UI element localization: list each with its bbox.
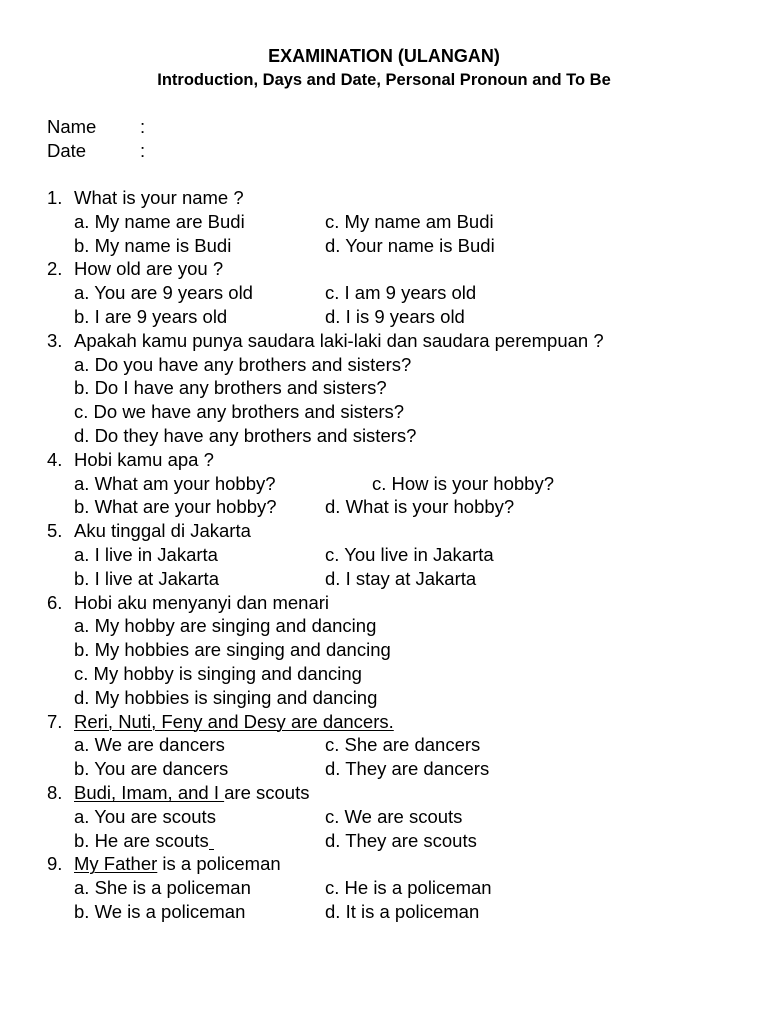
question-text-rest: is a policeman	[157, 853, 281, 875]
question-1-options-row-1	[47, 210, 727, 234]
question-6-option-d-row	[47, 686, 727, 710]
date-field-colon: :	[140, 140, 146, 161]
date-field-label: Date	[47, 140, 87, 161]
option-b: b. My hobbies are singing and dancing	[74, 639, 391, 661]
option-b-text: b. He are scouts	[74, 829, 209, 851]
question-number: 7.	[47, 710, 63, 732]
option-b	[74, 829, 214, 853]
option-b: b. You are dancers	[74, 758, 229, 780]
question-8-options-row-2	[47, 829, 727, 853]
question-7-options-row-2	[47, 757, 727, 781]
question-text: Aku tinggal di Jakarta	[74, 520, 251, 542]
option-c: c. I am 9 years old	[325, 282, 477, 304]
question-7-options-row-1	[47, 733, 727, 757]
option-d: d. My hobbies is singing and dancing	[74, 686, 378, 708]
question-text	[74, 781, 309, 805]
question-text-underlined: Budi, Imam, and I	[74, 781, 225, 803]
option-d: d. Your name is Budi	[325, 234, 495, 256]
option-a: a. My hobby are singing and dancing	[74, 615, 377, 637]
question-number: 4.	[47, 448, 63, 470]
option-c: c. My hobby is singing and dancing	[74, 662, 362, 684]
option-d: d. They are scouts	[325, 829, 477, 851]
question-9	[47, 852, 727, 876]
question-8-options-row-1	[47, 805, 727, 829]
option-b: b. We is a policeman	[74, 900, 246, 922]
question-3-option-b-row	[47, 376, 727, 400]
question-text-underlined: My Father	[74, 853, 158, 875]
option-d: d. I stay at Jakarta	[325, 567, 477, 589]
question-2	[47, 257, 727, 281]
option-b: b. I live at Jakarta	[74, 567, 219, 589]
question-text	[74, 710, 394, 734]
option-a: a. She is a policeman	[74, 877, 251, 899]
option-c: c. Do we have any brothers and sisters?	[74, 401, 405, 423]
option-a: a. You are scouts	[74, 805, 216, 827]
question-number: 2.	[47, 258, 63, 280]
option-a: a. You are 9 years old	[74, 282, 253, 304]
question-text: Hobi aku menyanyi dan menari	[74, 591, 330, 613]
underline-mark	[209, 849, 214, 850]
option-d: d. What is your hobby?	[325, 496, 515, 518]
question-7	[47, 710, 727, 734]
question-text: What is your name ?	[74, 187, 244, 208]
option-a: a. We are dancers	[74, 734, 225, 756]
question-3-option-a-row	[47, 353, 727, 377]
option-b: b. I are 9 years old	[74, 305, 228, 327]
option-d: d. I is 9 years old	[325, 305, 465, 327]
option-a: a. My name are Budi	[74, 210, 245, 232]
question-3	[47, 329, 727, 353]
question-1	[47, 186, 727, 210]
question-number: 8.	[47, 781, 63, 803]
question-2-options-row-1	[47, 281, 727, 305]
option-b: b. What are your hobby?	[74, 496, 277, 518]
option-c: c. How is your hobby?	[372, 472, 555, 494]
question-5	[47, 519, 727, 543]
question-text: Hobi kamu apa ?	[74, 448, 214, 470]
question-number: 9.	[47, 853, 63, 875]
name-field-colon: :	[140, 116, 146, 137]
option-c: c. You live in Jakarta	[325, 543, 494, 565]
question-6-option-c-row	[47, 662, 727, 686]
option-d: d. They are dancers	[325, 758, 490, 780]
question-number: 6.	[47, 591, 63, 613]
question-4-options-row-1	[47, 472, 727, 496]
question-8	[47, 781, 727, 805]
option-c: c. She are dancers	[325, 734, 481, 756]
question-text-underlined: Reri, Nuti, Feny and Desy are dancers.	[74, 710, 394, 732]
question-text-rest: are scouts	[224, 781, 310, 803]
option-b: b. Do I have any brothers and sisters?	[74, 377, 387, 399]
option-d: d. Do they have any brothers and sisters?	[74, 424, 417, 446]
date-field	[47, 139, 347, 163]
question-9-options-row-2	[47, 900, 727, 924]
option-c: c. My name am Budi	[325, 210, 494, 232]
option-c: c. We are scouts	[325, 805, 463, 827]
question-6-option-b-row	[47, 638, 727, 662]
question-number: 3.	[47, 329, 63, 351]
question-list	[47, 186, 727, 924]
option-a: a. Do you have any brothers and sisters?	[74, 353, 412, 375]
question-3-option-c-row	[47, 400, 727, 424]
question-4-options-row-2	[47, 495, 727, 519]
exam-title: EXAMINATION (ULANGAN)	[268, 46, 500, 66]
option-a: a. I live in Jakarta	[74, 543, 218, 565]
option-d: d. It is a policeman	[325, 900, 480, 922]
question-5-options-row-1	[47, 543, 727, 567]
question-4	[47, 448, 727, 472]
exam-subtitle: Introduction, Days and Date, Personal Pronoun and To Be	[157, 71, 611, 89]
question-6	[47, 591, 727, 615]
question-text: How old are you ?	[74, 258, 224, 280]
option-a: a. What am your hobby?	[74, 472, 276, 494]
question-text: Apakah kamu punya saudara laki-laki dan saudara perempuan ?	[74, 329, 604, 351]
question-9-options-row-1	[47, 876, 727, 900]
name-field-label: Name	[47, 116, 97, 137]
question-number: 1.	[47, 187, 63, 208]
question-2-options-row-2	[47, 305, 727, 329]
question-number: 5.	[47, 520, 63, 542]
name-field	[47, 115, 347, 139]
question-6-option-a-row	[47, 614, 727, 638]
option-c: c. He is a policeman	[325, 877, 492, 899]
question-1-options-row-2	[47, 234, 727, 258]
option-b: b. My name is Budi	[74, 234, 232, 256]
question-5-options-row-2	[47, 567, 727, 591]
question-text	[74, 852, 281, 876]
question-3-option-d-row	[47, 424, 727, 448]
